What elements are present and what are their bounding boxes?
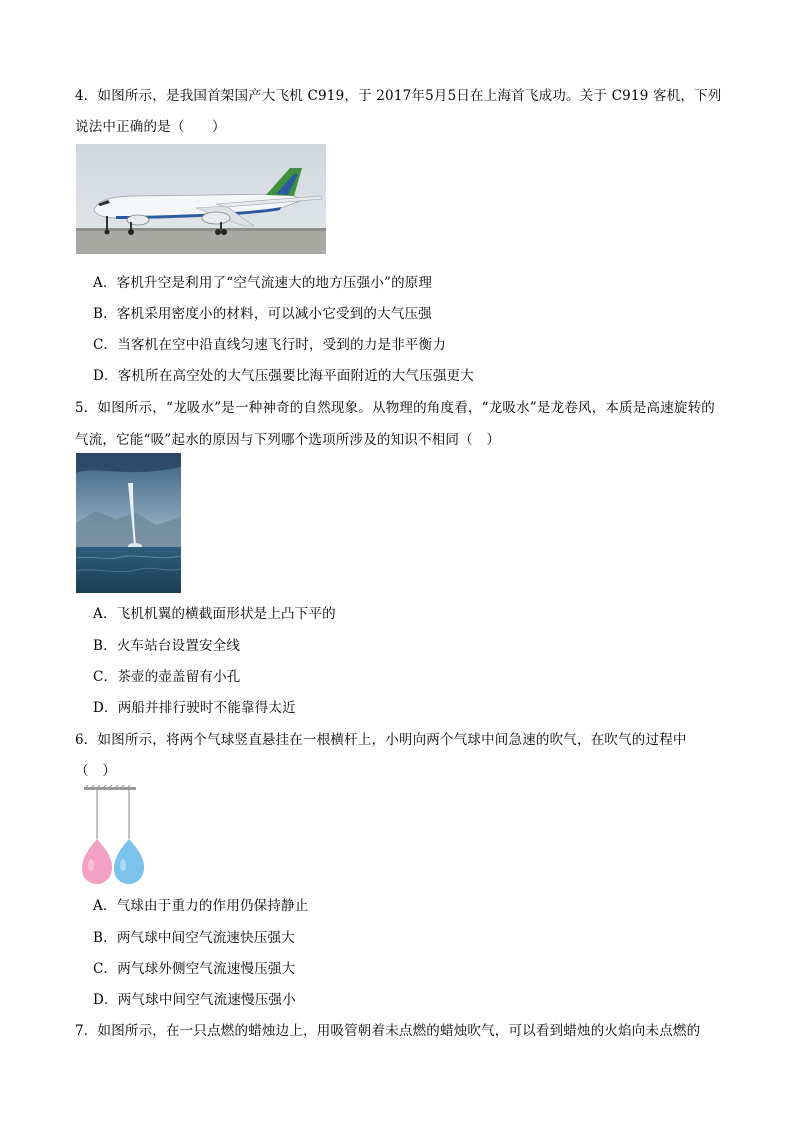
q5-stem-line2: 气流，它能“吸”起水的原因与下列哪个选项所涉及的知识不相同（ ） — [75, 432, 501, 448]
q7-stem-line1: 7．如图所示，在一只点燃的蜡烛边上，用吸管朝着未点燃的蜡烛吹气，可以看到蜡烛的火焰向未点燃的 — [75, 1023, 701, 1039]
q4-stem-line2: 说法中正确的是（ ） — [75, 119, 226, 135]
q5-stem-line1: 5．如图所示，“龙吸水”是一种神奇的自然现象。从物理的角度看，“龙吸水”是龙卷风，本质是高速旋转的 — [75, 400, 715, 416]
q4-stem-line1: 4．如图所示，是我国首架国产大飞机 C919，于 2017年5月5日在上海首飞成功。关于 C919 客机，下列 — [75, 88, 722, 104]
c919-airplane-image — [76, 144, 326, 254]
q5-option-d: D．两船并排行驶时不能靠得太近 — [93, 700, 296, 716]
balloons-figure — [74, 785, 146, 887]
q5-option-a: A．飞机机翼的横截面形状是上凸下平的 — [93, 606, 336, 622]
q6-stem-line2: （ ） — [75, 763, 117, 779]
q4-option-b: B．客机采用密度小的材料，可以减小它受到的大气压强 — [93, 306, 432, 322]
q5-option-c: C．茶壶的壶盖留有小孔 — [93, 669, 241, 685]
waterspout-image — [76, 453, 181, 593]
q6-option-d: D．两气球中间空气流速慢压强小 — [93, 992, 296, 1008]
q4-option-c: C．当客机在空中沿直线匀速飞行时，受到的力是非平衡力 — [93, 337, 447, 353]
q4-option-d: D．客机所在高空处的大气压强要比海平面附近的大气压强更大 — [93, 368, 474, 384]
q4-option-a: A．客机升空是利用了“空气流速大的地方压强小”的原理 — [93, 275, 433, 291]
q6-option-b: B．两气球中间空气流速快压强大 — [93, 930, 295, 946]
q5-option-b: B．火车站台设置安全线 — [93, 638, 241, 654]
q6-option-c: C．两气球外侧空气流速慢压强大 — [93, 961, 296, 977]
q6-stem-line1: 6．如图所示，将两个气球竖直悬挂在一根横杆上，小明向两个气球中间急速的吹气，在吹气的过程中 — [75, 732, 687, 748]
q6-option-a: A．气球由于重力的作用仍保持静止 — [93, 898, 309, 914]
